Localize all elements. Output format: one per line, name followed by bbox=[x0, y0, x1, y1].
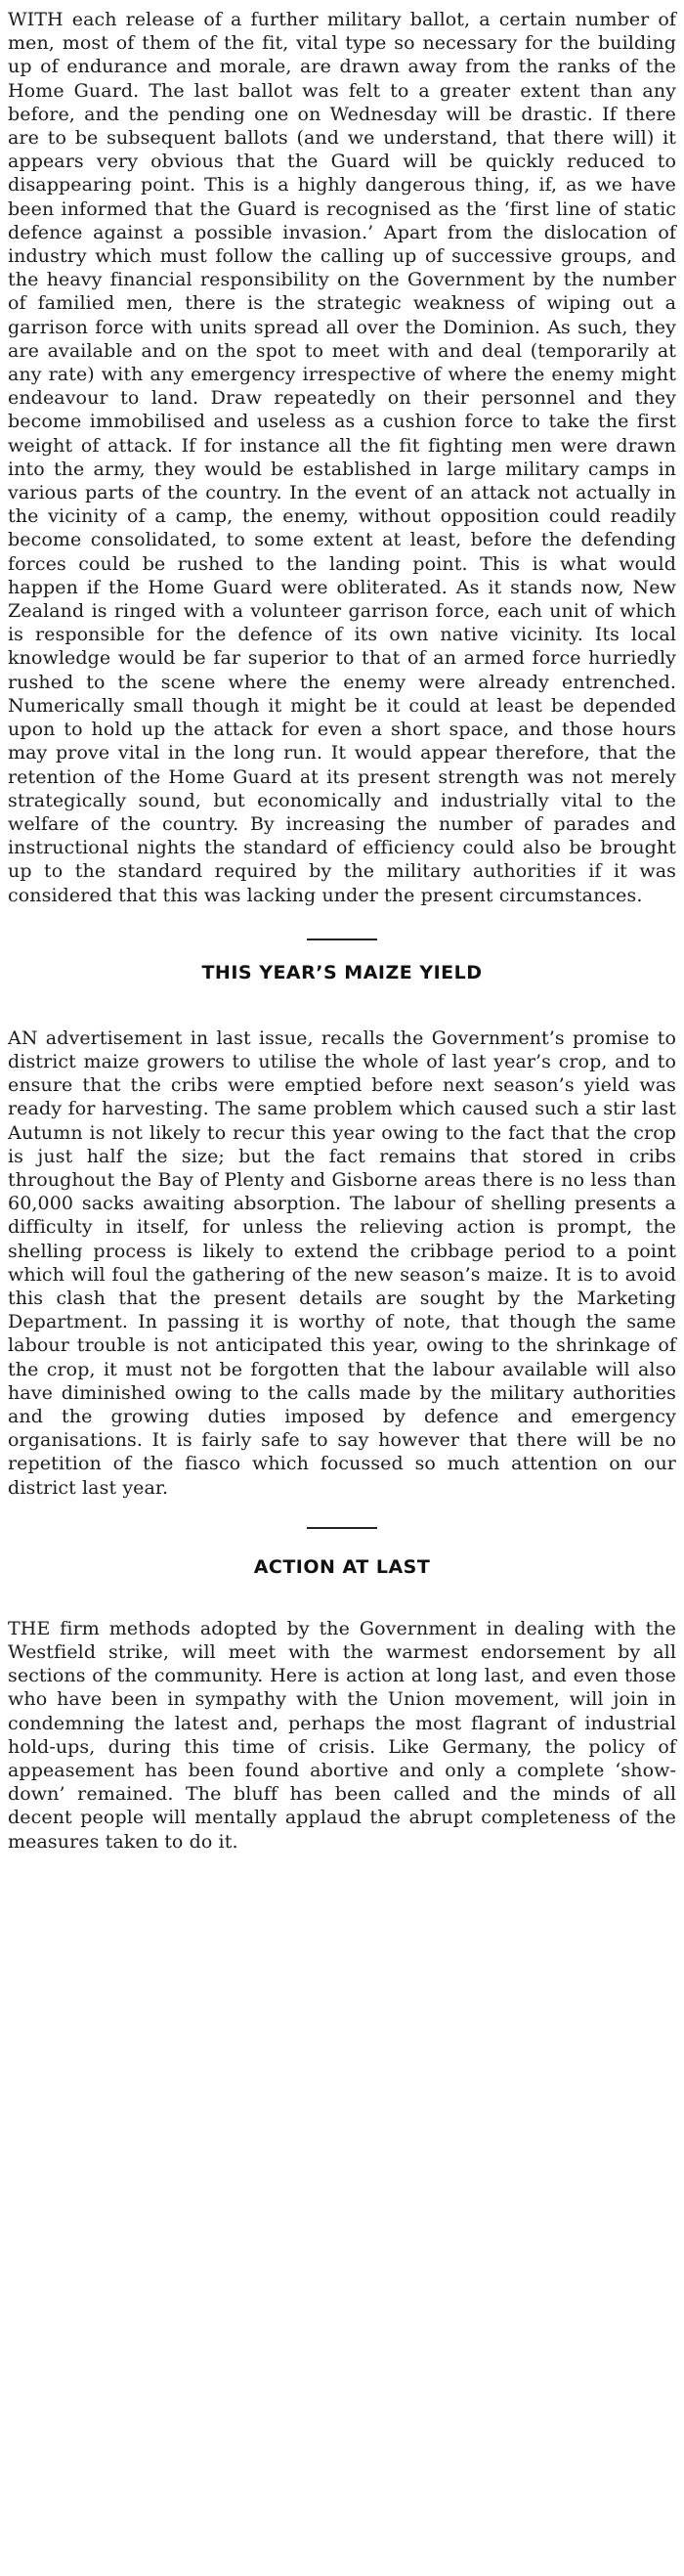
maize-yield-heading: THIS YEAR’S MAIZE YIELD bbox=[201, 961, 483, 983]
section-divider bbox=[307, 939, 377, 940]
section-divider bbox=[307, 1527, 377, 1529]
home-guard-article-body: WITH each release of a further military ballot, a certain number of men, most of them of the fit, vital type so necessary for the building up of endurance and morale, are drawn away from the ranks of the Home Guard. The last ballot was felt to a greater extent than any before, and the pending one on Wednesday will be drastic. If there are to be subsequent ballots (and we understand, that there will) it appears very obvious that the Guard will be quickly reduced to disappearing point. This is a highly dangerous thing, if, as we have been informed that the Guard is recognised as the ‘first line of static defence against a possible invasion.’ Apart from the dislocation of industry which must follow the calling up of successive groups, and the heavy financial responsibility on the Government by the number of familied men, there is the strategic weakness of wiping out a garrison force with units spread all over the Dominion. As such, they are available and on the spot to meet with and deal (temporarily at any rate) with any emergency irrespective of where the enemy might endeavour to land. Draw repeatedly on their personnel and they become immobilised and useless as a cushion force to take the first weight of attack. If for instance all the fit fighting men were drawn into the army, they would be established in large military camps in various parts of the country. In the event of an attack not actually in the vicinity of a camp, the enemy, without opposition could readily become consolidated, to some extent at least, before the defending forces could be rushed to the landing point. This is what would happen if the Home Guard were obliterated. As it stands now, New Zealand is ringed with a volunteer garrison force, each unit of which is responsible for the defence of its own native vicinity. Its local knowledge would be far superior to that of an armed force hurriedly rushed to the scene where the enemy were already entrenched. Numerically small though it might be it could at least be depended upon to hold up the attack for even a short space, and those hours may prove vital in the long run. It would appear therefore, that the retention of the Home Guard at its present strength was not merely strategically sound, but economically and industrially vital to the welfare of the country. By increasing the number of parades and instructional nights the standard of efficiency could also be brought up to the standard required by the military authorities if it was considered that this was lacking under the present circumstances. bbox=[8, 9, 676, 906]
maize-yield-article-body: AN advertisement in last issue, recalls the Government’s promise to district maize growers to utilise the whole of last year’s crop, and to ensure that the cribs were emptied before next season’s yield was ready for harvesting. The same problem which caused such a stir last Autumn is not likely to recur this year owing to the fact that the crop is just half the size; but the fact remains that stored in cribs throughout the Bay of Plenty and Gisborne areas there is no less than 60,000 sacks awaiting absorption. The labour of shelling presents a difficulty in itself, for unless the relieving action is prompt, the shelling process is likely to extend the cribbage period to a point which will foul the gathering of the new season’s maize. It is to avoid this clash that the present details are sought by the Marketing Department. In passing it is worthy of note, that though the same labour trouble is not anticipated this year, owing to the shrinkage of the crop, it must not be forgotten that the labour available will also have diminished owing to the calls made by the military authorities and the growing duties imposed by defence and emergency organisations. It is fairly safe to say however that there will be no repetition of the fiasco which focussed so much attention on our district last year. bbox=[8, 1026, 676, 1499]
action-at-last-heading: ACTION AT LAST bbox=[253, 1555, 431, 1578]
action-at-last-article-body: THE firm methods adopted by the Government in dealing with the Westfield strike, will meet with the warmest endorsement by all sections of the community. Here is action at long last, and even those who have been in sympathy with the Union movement, will join in condemning the latest and, perhaps the most flagrant of industrial hold-ups, during this time of crisis. Like Germany, the policy of appeasement has been found abortive and only a complete ‘show-down’ remained. The bluff has been called and the minds of all decent people will mentally applaud the abrupt completeness of the measures taken to do it. bbox=[8, 1617, 676, 1853]
